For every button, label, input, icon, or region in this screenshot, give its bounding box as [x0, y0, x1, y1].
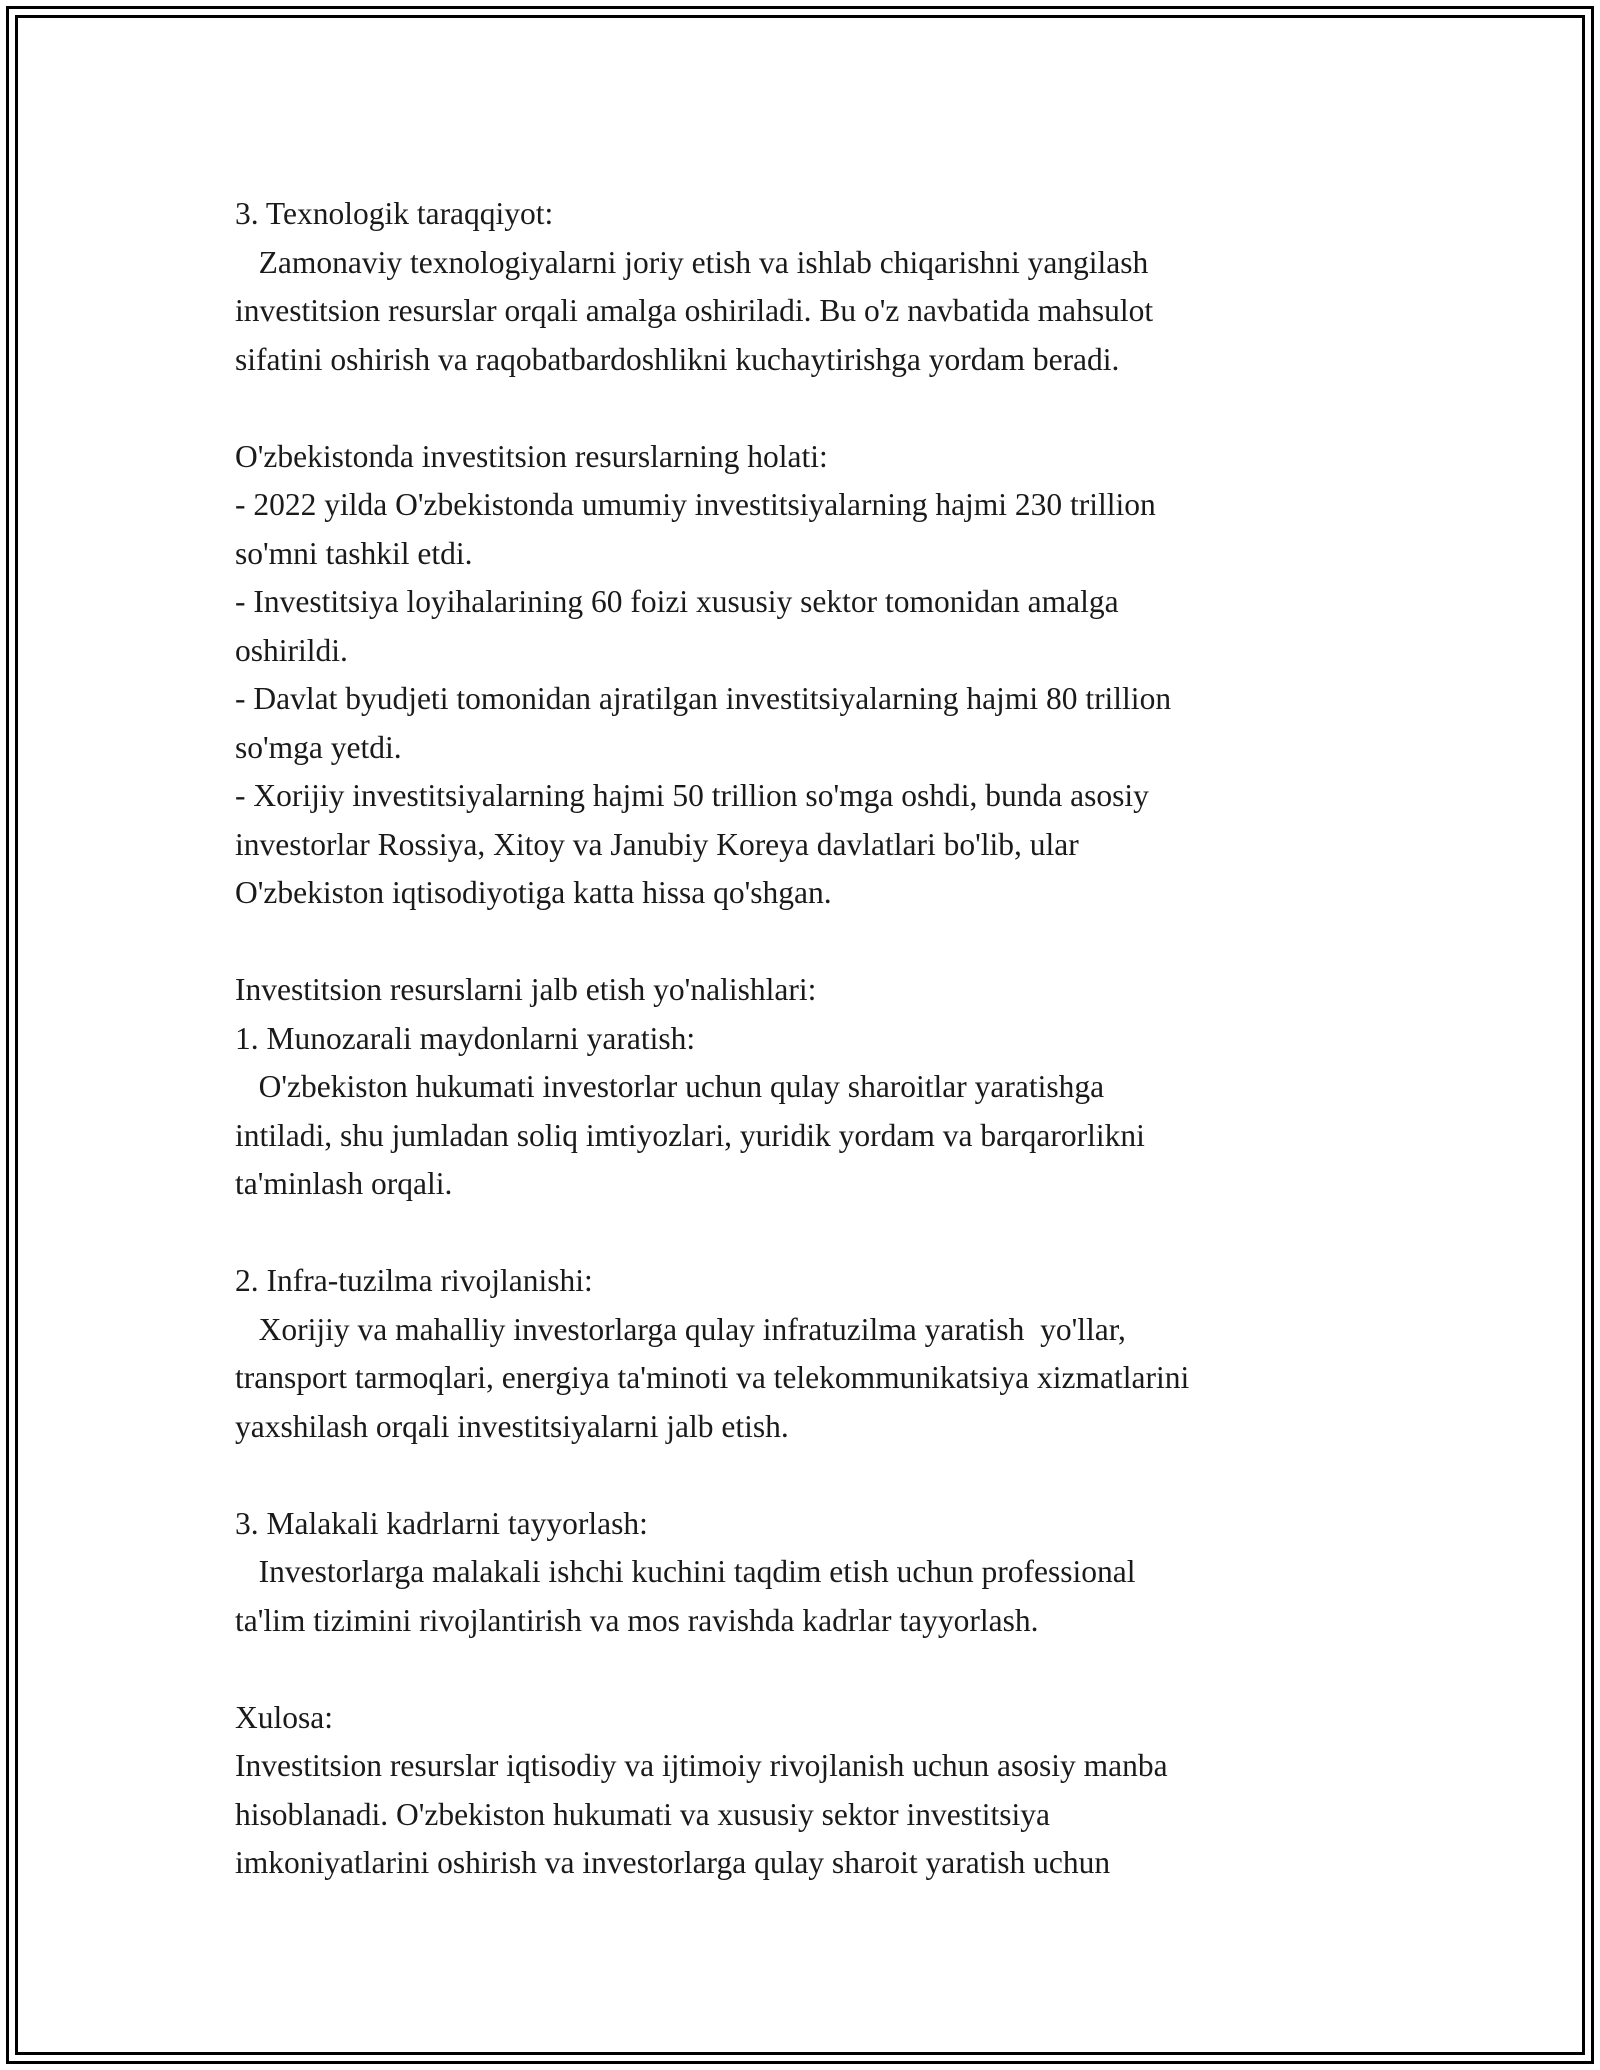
section-conclusion — [235, 1694, 1365, 1888]
section-technological-progress — [235, 190, 1365, 384]
paragraph-line: sifatini oshirish va raqobatbardoshlikni kuchaytirishga yordam beradi. — [235, 341, 1120, 377]
section-heading: Investitsion resurslarni jalb etish yo'nalishlari: — [235, 972, 817, 1007]
list-item-line: O'zbekiston iqtisodiyotiga katta hissa qo'shgan. — [235, 875, 832, 910]
list-item-line: - 2022 yilda O'zbekistonda umumiy investitsiyalarning hajmi 230 trillion — [235, 487, 1156, 522]
blank-line — [235, 1209, 1365, 1258]
paragraph-line: hisoblanadi. O'zbekiston hukumati va xususiy sektor investitsiya — [235, 1796, 1050, 1832]
paragraph-line: yaxshilash orqali investitsiyalarni jalb etish. — [235, 1408, 789, 1444]
paragraph-line: O'zbekiston hukumati investorlar uchun qulay sharoitlar yaratishga — [235, 1069, 1105, 1104]
list-item-line: investorlar Rossiya, Xitoy va Janubiy Koreya davlatlari bo'lib, ular — [235, 826, 1079, 862]
paragraph-line: ta'minlash orqali. — [235, 1166, 453, 1201]
paragraph-line: transport tarmoqlari, energiya ta'minoti va telekommunikatsiya xizmatlarini — [235, 1360, 1190, 1395]
list-item-line: so'mni tashkil etdi. — [235, 535, 473, 571]
list-item-line: - Davlat byudjeti tomonidan ajratilgan investitsiyalarning hajmi 80 trillion — [235, 681, 1172, 716]
section-heading: O'zbekistonda investitsion resurslarning holati: — [235, 438, 828, 474]
subsection-heading: 1. Munozarali maydonlarni yaratish: — [235, 1020, 696, 1056]
paragraph-line: Zamonaviy texnologiyalarni joriy etish va ishlab chiqarishni yangilash — [235, 244, 1149, 280]
paragraph-line: ta'lim tizimini rivojlantirish va mos ravishda kadrlar tayyorlash. — [235, 1602, 1039, 1638]
paragraph-line: intiladi, shu jumladan soliq imtiyozlari, yuridik yordam va barqarorlikni — [235, 1117, 1145, 1153]
document-body — [235, 190, 1365, 1888]
paragraph-line: Investorlarga malakali ishchi kuchini taqdim etish uchun professional — [235, 1554, 1136, 1589]
subsection-heading: 2. Infra-tuzilma rivojlanishi: — [235, 1263, 593, 1298]
section-heading: Xulosa: — [235, 1699, 333, 1735]
paragraph-line: investitsion resurslar orqali amalga oshiriladi. Bu o'z navbatida mahsulot — [235, 293, 1154, 328]
section-investment-directions — [235, 966, 1365, 1645]
blank-line — [235, 1451, 1365, 1500]
list-item-line: so'mga yetdi. — [235, 729, 402, 765]
list-item-line: oshirildi. — [235, 632, 348, 668]
blank-line — [235, 918, 1365, 967]
list-item-line: - Xorijiy investitsiyalarning hajmi 50 trillion so'mga oshdi, bunda asosiy — [235, 778, 1149, 813]
paragraph-line: Xorijiy va mahalliy investorlarga qulay infratuzilma yaratish yo'llar, — [235, 1311, 1126, 1347]
blank-line — [235, 1645, 1365, 1694]
paragraph-line: Investitsion resurslar iqtisodiy va ijtimoiy rivojlanish uchun asosiy manba — [235, 1748, 1168, 1783]
blank-line — [235, 384, 1365, 433]
section-heading: 3. Texnologik taraqqiyot: — [235, 196, 554, 231]
subsection-heading: 3. Malakali kadrlarni tayyorlash: — [235, 1505, 648, 1541]
list-item-line: - Investitsiya loyihalarining 60 foizi xususiy sektor tomonidan amalga — [235, 584, 1119, 619]
paragraph-line: imkoniyatlarini oshirish va investorlarga qulay sharoit yaratish uchun — [235, 1845, 1111, 1880]
section-investment-status — [235, 433, 1365, 918]
